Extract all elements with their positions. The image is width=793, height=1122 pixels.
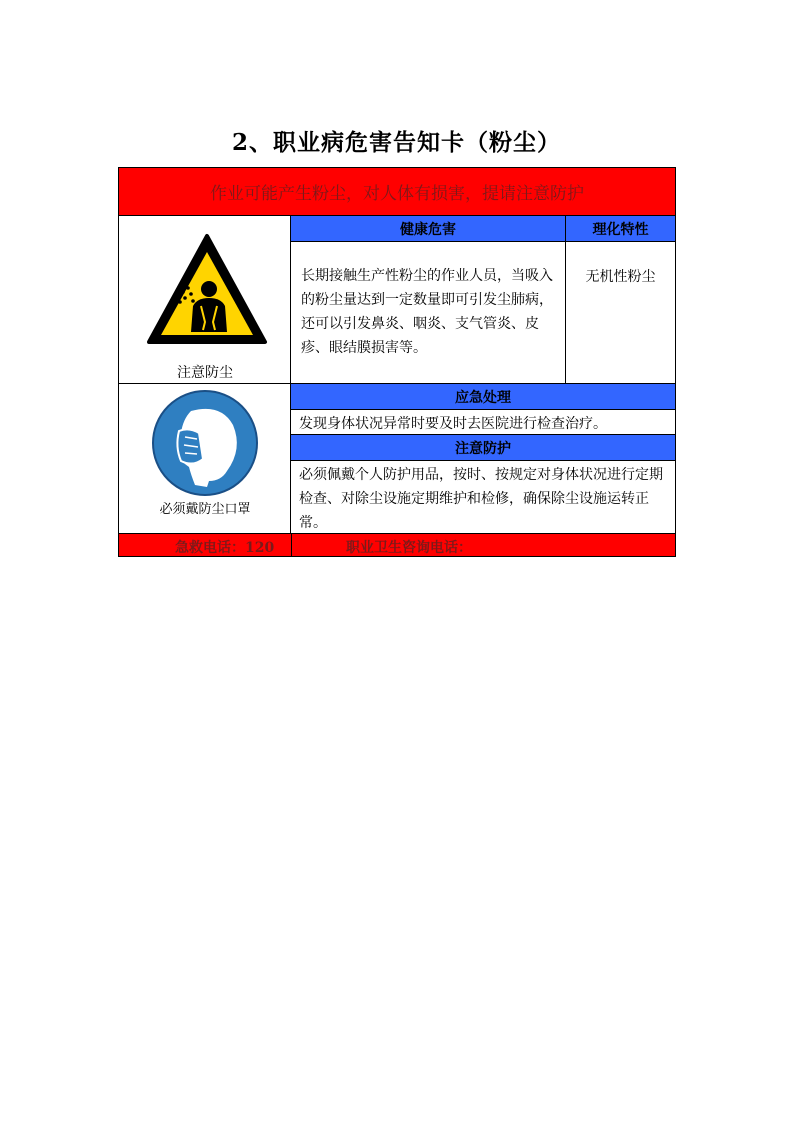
- mandatory-sign-caption: 必须戴防尘口罩: [159, 502, 251, 517]
- dust-warning-icon: [145, 232, 269, 348]
- consult-phone: 职业卫生咨询电话：: [346, 540, 472, 556]
- emergency-phone: 急救电话：120: [175, 540, 275, 556]
- health-hazard-header: 健康危害: [291, 216, 566, 242]
- emergency-text: 发现身体状况异常时要及时去医院进行检查治疗。: [291, 410, 675, 435]
- properties-text: 无机性粉尘: [566, 242, 675, 384]
- dust-mask-icon: [151, 389, 259, 497]
- warning-sign-cell: [119, 216, 291, 384]
- warning-banner: 作业可能产生粉尘，对人体有损害，提请注意防护: [119, 168, 675, 216]
- health-hazard-text: 长期接触生产性粉尘的作业人员，当吸入的粉尘量达到一定数量即可引发尘肺病，还可以引发鼻炎、咽炎、支气管炎、皮疹、眼结膜损害等。: [291, 242, 566, 384]
- footer-bar: [119, 534, 675, 556]
- mandatory-sign-cell: [119, 384, 291, 534]
- hazard-notice-card: [118, 167, 676, 557]
- properties-header: 理化特性: [566, 216, 675, 242]
- emergency-header: 应急处理: [291, 384, 675, 410]
- page-title: 2、职业病危害告知卡（粉尘）: [231, 129, 561, 156]
- warning-sign-caption: 注意防尘: [177, 365, 233, 381]
- protection-text: 必须佩戴个人防护用品，按时、按规定对身体状况进行定期检查、对除尘设施定期维护和检修，确保除尘设施运转正常。: [291, 461, 675, 534]
- protection-header: 注意防护: [291, 435, 675, 461]
